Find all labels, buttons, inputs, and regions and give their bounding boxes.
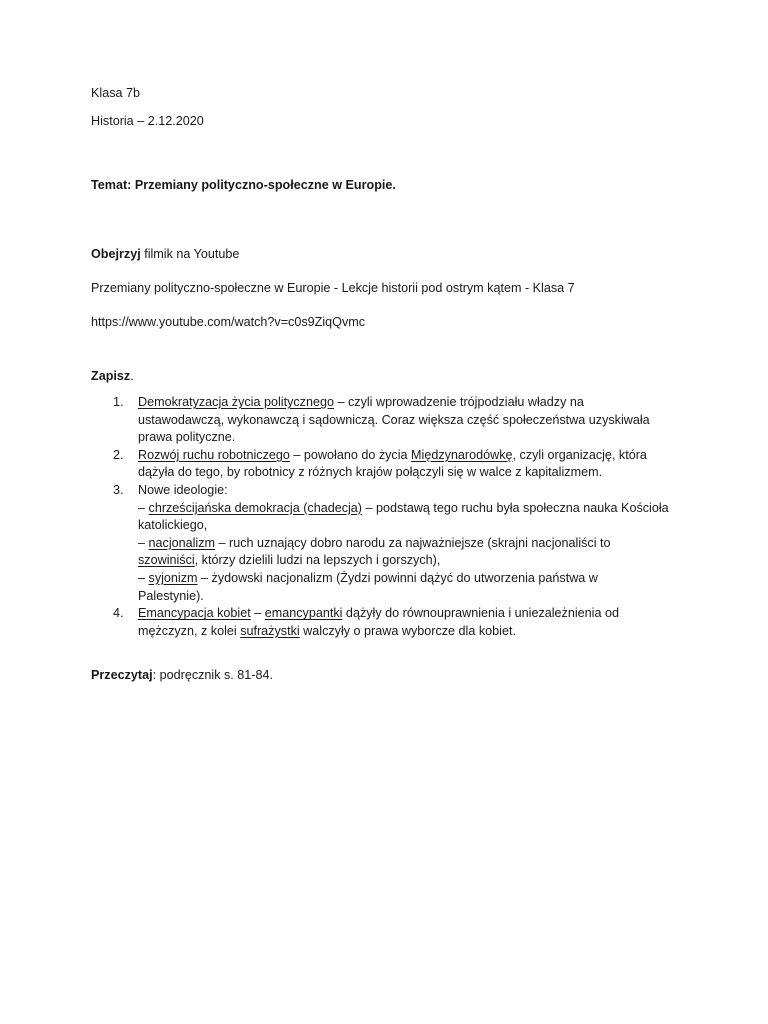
item-text: , którzy dzielili ludzi na lepszych i gorszych), (194, 553, 441, 568)
reading-instruction (91, 667, 273, 684)
item-text: ustawodawczą, wykonawczą i sądowniczą. Coraz większa część społeczeństwa uzyskiwała (138, 412, 650, 427)
list-item (91, 394, 691, 447)
item-text: Palestynie). (138, 588, 204, 603)
item-text: – powołano do życia (289, 447, 412, 462)
item-number: 4. (113, 606, 124, 621)
term-nationalism: nacjonalizm (148, 535, 216, 550)
class-label: Klasa 7b (91, 86, 141, 100)
term-christian-democracy: chrześcijańska demokracja (chadecja) (148, 500, 363, 515)
reading-bold: Przeczytaj (91, 668, 153, 682)
notes-heading-bold: Zapisz (91, 369, 131, 383)
term-international: Międzynarodówkę (411, 447, 513, 462)
dash: – (138, 570, 149, 585)
video-title: Przemiany polityczno-społeczne w Europie - Lekcje historii pod ostrym kątem - Klasa 7 (91, 281, 575, 295)
term-labor-movement: Rozwój ruchu robotniczego (138, 447, 290, 462)
item-number: 2. (113, 447, 124, 462)
topic-line (91, 177, 396, 194)
watch-instruction (91, 246, 239, 263)
term-suffragettes: sufrażystki (240, 623, 300, 638)
item-text: – (250, 606, 265, 621)
dash: – (138, 535, 149, 550)
term-zionism: syjonizm (148, 570, 198, 585)
list-item (91, 482, 691, 605)
watch-rest: filmik na Youtube (140, 247, 240, 261)
item-text: – ruch uznający dobro narodu za najważniejsze (skrajni nacjonaliści to (215, 535, 611, 550)
term-emancipation: Emancypacja kobiet (138, 606, 251, 621)
item-text: katolickiego, (138, 518, 208, 533)
list-item (91, 447, 691, 482)
item-text: – podstawą tego ruchu była społeczna nauka Kościoła (362, 500, 669, 515)
topic-prefix: Temat: (91, 178, 132, 192)
item-text: mężczyzn, z kolei (138, 623, 241, 638)
video-url[interactable]: https://www.youtube.com/watch?v=c0s9ZiqQvmc (91, 315, 366, 329)
item-number: 3. (113, 482, 124, 497)
reading-rest: : podręcznik s. 81-84. (152, 668, 274, 682)
term-emancipists: emancypantki (264, 606, 343, 621)
subject-date: Historia – 2.12.2020 (91, 114, 204, 128)
item-text: Nowe ideologie: (138, 482, 228, 497)
notes-heading-dot: . (130, 369, 134, 383)
notes-list (91, 394, 691, 640)
item-number: 1. (113, 395, 124, 409)
item-text: prawa polityczne. (138, 430, 236, 445)
dash: – (138, 500, 149, 515)
item-text: , czyli organizację, która (512, 447, 647, 462)
term-democratization: Demokratyzacja życia politycznego (138, 395, 334, 409)
list-item (91, 605, 691, 640)
topic-title: Przemiany polityczno-społeczne w Europie. (134, 178, 396, 192)
item-text: – czyli wprowadzenie trójpodziału władzy na (333, 395, 584, 409)
term-chauvinists: szowiniści (138, 553, 195, 568)
notes-heading (91, 368, 134, 385)
item-text: dążyły do równouprawnienia i uniezależnienia od (342, 606, 619, 621)
item-text: dążyła do tego, by robotnicy z różnych krajów połączyli się w walce z kapitalizmem. (138, 465, 603, 480)
watch-bold: Obejrzyj (91, 247, 141, 261)
item-text: walczyły o prawa wyborcze dla kobiet. (299, 623, 516, 638)
item-text: – żydowski nacjonalizm (Żydzi powinni dążyć do utworzenia państwa w (197, 570, 598, 585)
